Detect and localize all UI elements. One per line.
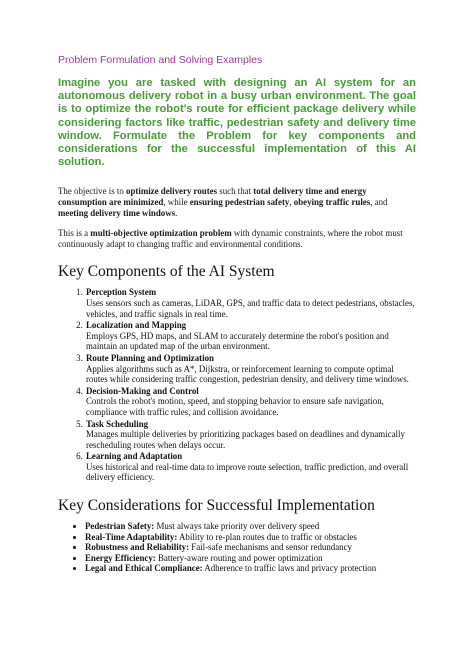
objective-text: , xyxy=(289,197,294,208)
list-item xyxy=(85,386,416,418)
list-item xyxy=(85,553,416,564)
component-title: 3. Route Planning and Optimization xyxy=(86,352,214,363)
list-item xyxy=(85,532,416,543)
list-item xyxy=(85,451,416,483)
objective-text: , and xyxy=(370,197,388,208)
component-description: Controls the robot's motion, speed, and stopping behavior to ensure safe navigation, compliance with traffic rules, and collision avoidance. xyxy=(86,396,384,417)
list-item xyxy=(85,542,416,553)
component-description: Manages multiple deliveries by prioritizing packages based on deadlines and dynamically rescheduling routes when delays occur. xyxy=(86,429,405,450)
components-list xyxy=(58,287,416,483)
consideration-label: Robustness and Reliability: xyxy=(85,542,190,553)
objective-bold: optimize delivery routes xyxy=(126,186,218,197)
list-item xyxy=(85,563,416,574)
objective-paragraph xyxy=(58,186,416,218)
component-description: Uses historical and real-time data to improve route selection, traffic prediction, and overall delivery efficiency. xyxy=(86,461,409,483)
list-item xyxy=(85,419,416,451)
considerations-heading: Key Considerations for Successful Implementation xyxy=(58,497,375,515)
objective-text: such that xyxy=(217,186,254,197)
consideration-text: Must always take priority over delivery speed xyxy=(154,521,320,532)
consideration-label: Legal and Ethical Compliance: xyxy=(85,563,203,574)
consideration-text: Fail-safe mechanisms and sensor redundancy xyxy=(189,542,352,553)
intro-paragraph: Imagine you are tasked with designing an AI system for an autonomous delivery robot in a busy urban environment. The goal is to optimize the robot's route for efficient package delivery while considering factors like traffic, pedestrian safety and delivery time window. Formulate the Problem for key components and considerations for the successful implementation of this AI solution. xyxy=(58,77,416,169)
consideration-text: Battery-aware routing and power optimization xyxy=(155,552,323,563)
component-title: 2. Localization and Mapping xyxy=(86,320,187,331)
considerations-list xyxy=(58,521,416,574)
consideration-text: Ability to re-plan routes due to traffic or obstacles xyxy=(177,531,357,542)
objective-text: . xyxy=(175,207,178,218)
document-heading: Problem Formulation and Solving Examples xyxy=(58,54,263,66)
list-item xyxy=(85,353,416,385)
component-description: Uses sensors such as cameras, LiDAR, GPS, and traffic data to detect pedestrians, obstacles, vehicles, and traffic signals in real time. xyxy=(86,297,415,319)
components-heading: Key Components of the AI System xyxy=(58,263,275,281)
objective-text: The objective is to xyxy=(58,186,127,197)
problem-text: This is a xyxy=(58,228,91,239)
consideration-label: Real-Time Adaptability: xyxy=(85,531,178,542)
objective-text: , while xyxy=(163,197,190,208)
component-title: 6. Learning and Adaptation xyxy=(86,451,183,462)
list-item xyxy=(85,521,416,532)
objective-bold: total delivery time and energy consumption are minimized xyxy=(58,186,367,208)
objective-bold: obeying traffic rules xyxy=(293,197,371,208)
objective-bold: meeting delivery time windows xyxy=(58,207,176,218)
consideration-label: Pedestrian Safety: xyxy=(85,521,155,532)
consideration-label: Energy Efficiency: xyxy=(85,552,156,563)
component-description: Applies algorithms such as A*, Dijkstra, or reinforcement learning to compute optimal routes while considering traffic congestion, pedestrian density, and delivery time windows. xyxy=(86,363,409,385)
component-title: 5. Task Scheduling xyxy=(86,418,149,429)
consideration-text: Adherence to traffic laws and privacy protection xyxy=(202,563,377,574)
component-description: Employs GPS, HD maps, and SLAM to accurately determine the robot's position and maintain an updated map of the urban environment. xyxy=(86,330,389,352)
component-title: 4. Decision-Making and Control xyxy=(86,385,199,396)
problem-paragraph xyxy=(58,228,416,249)
component-title: 1. Perception System xyxy=(86,287,157,298)
objective-bold: ensuring pedestrian safety xyxy=(189,197,290,208)
problem-text: with dynamic constraints, where the robot must continuously adapt to changing traffic and environmental conditions. xyxy=(58,228,403,249)
problem-bold: multi-objective optimization problem xyxy=(90,228,232,239)
list-item xyxy=(85,287,416,319)
list-item xyxy=(85,320,416,352)
